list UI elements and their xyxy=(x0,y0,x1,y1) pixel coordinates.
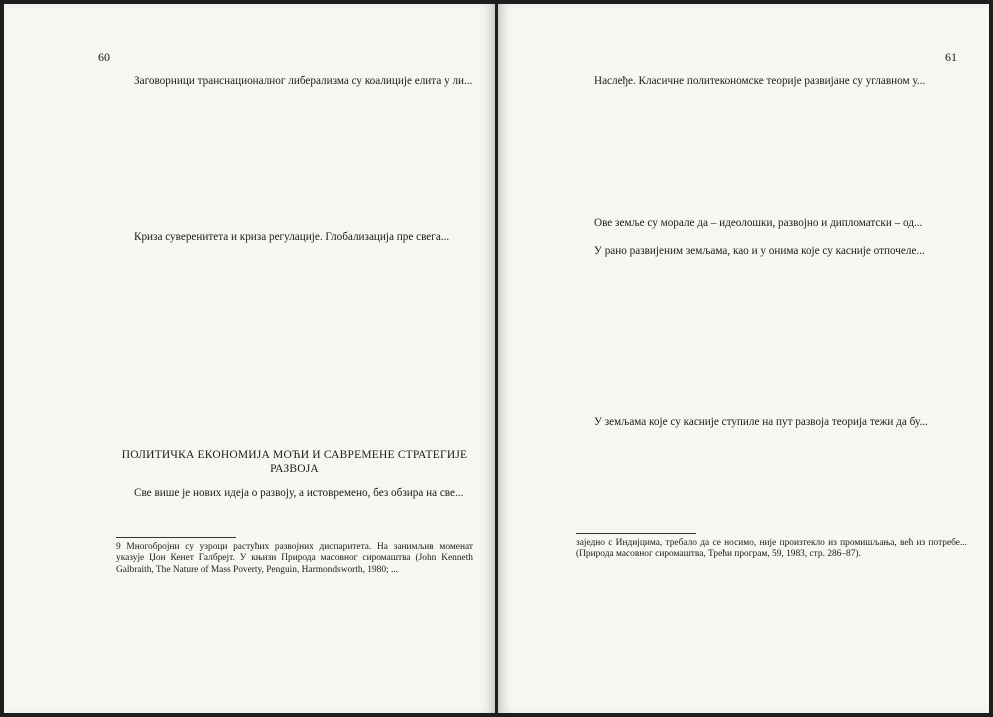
right-paragraph-4: У земљама које су касније ступиле на пут развоја теорија тежи да бу... xyxy=(594,415,928,428)
footnote-rule-left xyxy=(116,537,236,538)
footnote-rule-right xyxy=(576,533,696,534)
page-number-right: 61 xyxy=(945,50,957,64)
right-paragraph-3: У рано развијеним земљама, као и у онима које су касније отпочеле... xyxy=(594,245,925,258)
left-paragraph-2-continuation xyxy=(116,244,473,428)
section-heading: ПОЛИТИЧКА ЕКОНОМИЈА МОЋИ И САВРЕМЕНЕ СТРАТЕГИЈЕ РАЗВОЈА xyxy=(121,449,468,476)
left-paragraph-3-continuation xyxy=(116,501,473,531)
right-paragraph-1-continuation xyxy=(576,88,967,216)
right-paragraph-2-continuation xyxy=(576,230,967,244)
right-paragraph-2: Ове земље су морале да – идеолошки, развојно и дипломатски – од... xyxy=(594,217,923,230)
right-page xyxy=(498,4,989,713)
left-paragraph-2: Криза суверенитета и криза регулације. Глобализација пре свега... xyxy=(134,231,450,244)
left-paragraph-1: Заговорници транснационалног либерализма су коалиције елита у ли... xyxy=(134,75,473,87)
left-paragraph-3: Све више је нових идеја о развоју, а истовремено, без обзира на све... xyxy=(134,487,464,500)
left-page xyxy=(4,4,495,713)
right-paragraph-4-continuation xyxy=(576,429,967,527)
page-number-left: 60 xyxy=(98,50,110,64)
left-paragraph-1-continuation xyxy=(116,88,473,230)
right-paragraph-3-continuation xyxy=(576,259,967,415)
left-footnote: 9 Многобројни су узроци растућих развојних диспаритета. На занимљив моменат указује Џон Кенет Галбрејт. У књизи Природа масовног сиромаштва (John Kenneth Galbraith, The Nature of Mass Poverty, Penguin, Harmondsworth, 1980; ... xyxy=(116,541,473,575)
right-paragraph-1: Наслеђе. Класичне политекономске теорије развијане су углавном у... xyxy=(594,75,926,87)
right-footnote: заједно с Индијцима, требало да се носимо, није произтекло из промишљања, већ из потребе... (Природа масовног сиромаштва, Трећи програм, 59, 1983, стр. 286–87). xyxy=(576,537,967,560)
